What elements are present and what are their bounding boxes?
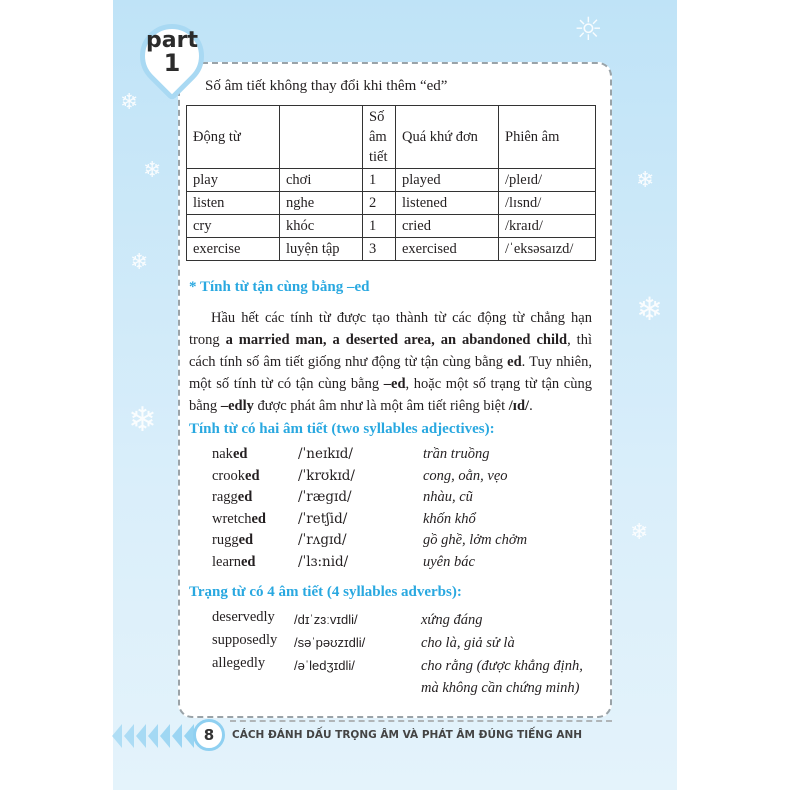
table-cell: listen xyxy=(187,192,280,215)
word-stem: rugg xyxy=(212,532,239,548)
header-cell: Động từ xyxy=(187,106,280,169)
table-cell: listened xyxy=(396,192,499,215)
part-badge-label xyxy=(140,28,204,77)
adverb-word: deservedly xyxy=(212,609,275,625)
footer-divider xyxy=(230,720,612,722)
adjective-word xyxy=(212,489,252,506)
table-cell: /kraɪd/ xyxy=(499,215,596,238)
meaning: trần truồng xyxy=(423,446,490,462)
table-cell: play xyxy=(187,169,280,192)
arrow-decoration-icon xyxy=(160,724,170,748)
word-stem: wretch xyxy=(212,510,252,527)
text: Hầu hết các tính từ được tạo thành từ các động từ chẳng hạn trong xyxy=(189,310,592,348)
adjective-word xyxy=(212,532,253,549)
word-stem: nak xyxy=(212,446,233,462)
table-cell: 1 xyxy=(363,169,396,192)
word-suffix: ed xyxy=(238,532,254,548)
table-header-row xyxy=(187,106,596,169)
ipa: /ˈrægɪd/ xyxy=(298,489,352,505)
meaning: uyên bác xyxy=(423,553,475,570)
part-label: part xyxy=(146,28,198,53)
table-cell: exercised xyxy=(396,238,499,261)
sun-icon: ☼ xyxy=(574,10,603,48)
text: , thì cách tính số âm tiết giống như động từ tận cùng bằng xyxy=(189,332,592,370)
word-suffix: ed xyxy=(245,467,260,484)
word-suffix: ed xyxy=(240,553,256,570)
table-cell: khóc xyxy=(280,215,363,238)
text: . Tuy nhiên, một số tính từ có tận cùng bằng xyxy=(189,354,592,392)
meaning: cong, oằn, vẹo xyxy=(423,467,508,484)
table-cell: /ˈeksəsaɪzd/ xyxy=(499,238,596,261)
meaning: nhàu, cũ xyxy=(423,489,473,505)
ipa: /ˈkrʊkɪd/ xyxy=(298,467,355,484)
table-row xyxy=(187,215,596,238)
adjective-word xyxy=(212,554,255,571)
part-number: 1 xyxy=(163,49,181,77)
adverb-word: supposedly xyxy=(212,632,278,648)
table-cell: played xyxy=(396,169,499,192)
word-suffix: ed xyxy=(237,489,253,505)
snowflake-icon: ❄ xyxy=(128,400,157,440)
word-suffix: ed xyxy=(251,510,266,527)
ipa: /ˈneɪkɪd/ xyxy=(298,446,353,462)
page-number: 8 xyxy=(193,719,225,751)
header-cell: Phiên âm xyxy=(499,106,596,169)
text: được phát âm như là một âm tiết riêng biệt xyxy=(253,398,509,414)
table-cell: chơi xyxy=(280,169,363,192)
table-row xyxy=(187,192,596,215)
bold-text: –edly xyxy=(220,398,254,414)
word-stem: crook xyxy=(212,467,246,484)
word-suffix: ed xyxy=(232,446,248,462)
table-cell: 1 xyxy=(363,215,396,238)
ipa: /ˈretʃid/ xyxy=(298,510,348,527)
section-heading-adjectives-ed: * Tính từ tận cùng bằng –ed xyxy=(189,279,370,295)
ipa: /ˈrʌgɪd/ xyxy=(298,532,347,548)
ipa: /səˈpəʊzɪdli/ xyxy=(294,635,366,650)
snowflake-icon: ❄ xyxy=(130,250,149,275)
table-cell: luyện tập xyxy=(280,238,363,261)
snowflake-icon: ❄ xyxy=(636,290,663,328)
word-stem: learn xyxy=(212,553,241,570)
table-cell: nghe xyxy=(280,192,363,215)
table-row xyxy=(187,169,596,192)
table-caption: Số âm tiết không thay đổi khi thêm “ed” xyxy=(205,78,448,94)
bold-text: –ed xyxy=(383,376,406,392)
section-heading-four-syllables: Trạng từ có 4 âm tiết (4 syllables adverbs): xyxy=(189,584,462,600)
arrow-decoration-icon xyxy=(148,724,158,748)
adjective-word xyxy=(212,468,260,485)
header-cell: Số âm tiết xyxy=(363,106,396,169)
ipa: /dɪˈzɜːvɪdli/ xyxy=(294,612,358,627)
word-stem: ragg xyxy=(212,489,238,505)
table-cell: exercise xyxy=(187,238,280,261)
text: , hoặc một số trạng từ tận cùng bằng xyxy=(189,376,592,414)
header-cell: Quá khứ đơn xyxy=(396,106,499,169)
meaning: cho là, giả sử là xyxy=(421,635,515,651)
text: . xyxy=(529,398,533,414)
bold-text: /ɪd/ xyxy=(508,398,530,414)
meaning: xứng đáng xyxy=(421,612,483,628)
meaning: gồ ghề, lởm chởm xyxy=(423,532,528,548)
adjective-word xyxy=(212,511,266,528)
ipa: /ˈlɜ:nid/ xyxy=(298,553,349,570)
table-cell: /pleɪd/ xyxy=(499,169,596,192)
meaning: cho rằng (được khẳng định, mà không cần chứng minh) xyxy=(421,658,583,696)
snowflake-icon: ❄ xyxy=(636,168,655,193)
adjective-word xyxy=(212,446,247,463)
adverb-word: allegedly xyxy=(212,655,266,671)
table-cell: 3 xyxy=(363,238,396,261)
book-title: CÁCH ĐÁNH DẤU TRỌNG ÂM VÀ PHÁT ÂM ĐÚNG TIẾNG ANH xyxy=(232,729,583,741)
table-cell: 2 xyxy=(363,192,396,215)
table-cell: cried xyxy=(396,215,499,238)
explanation-paragraph xyxy=(189,307,592,417)
snowflake-icon: ❄ xyxy=(120,90,139,115)
arrow-decoration-icon xyxy=(112,724,122,748)
verb-table xyxy=(186,105,596,261)
arrow-decoration-icon xyxy=(136,724,146,748)
header-cell xyxy=(280,106,363,169)
table-cell: /lɪsnd/ xyxy=(499,192,596,215)
arrow-decoration-icon xyxy=(172,724,182,748)
bold-text: ed xyxy=(507,354,522,370)
ipa: /əˈledʒɪdli/ xyxy=(294,658,355,673)
bold-text: a married man, a deserted area, an abandoned child xyxy=(225,332,568,348)
table-row xyxy=(187,238,596,261)
meaning: khốn khổ xyxy=(423,510,476,527)
table-cell: cry xyxy=(187,215,280,238)
snowflake-icon: ❄ xyxy=(143,158,162,183)
arrow-decoration-icon xyxy=(124,724,134,748)
section-heading-two-syllables: Tính từ có hai âm tiết (two syllables adjectives): xyxy=(189,421,495,437)
snowflake-icon: ❄ xyxy=(630,520,649,545)
